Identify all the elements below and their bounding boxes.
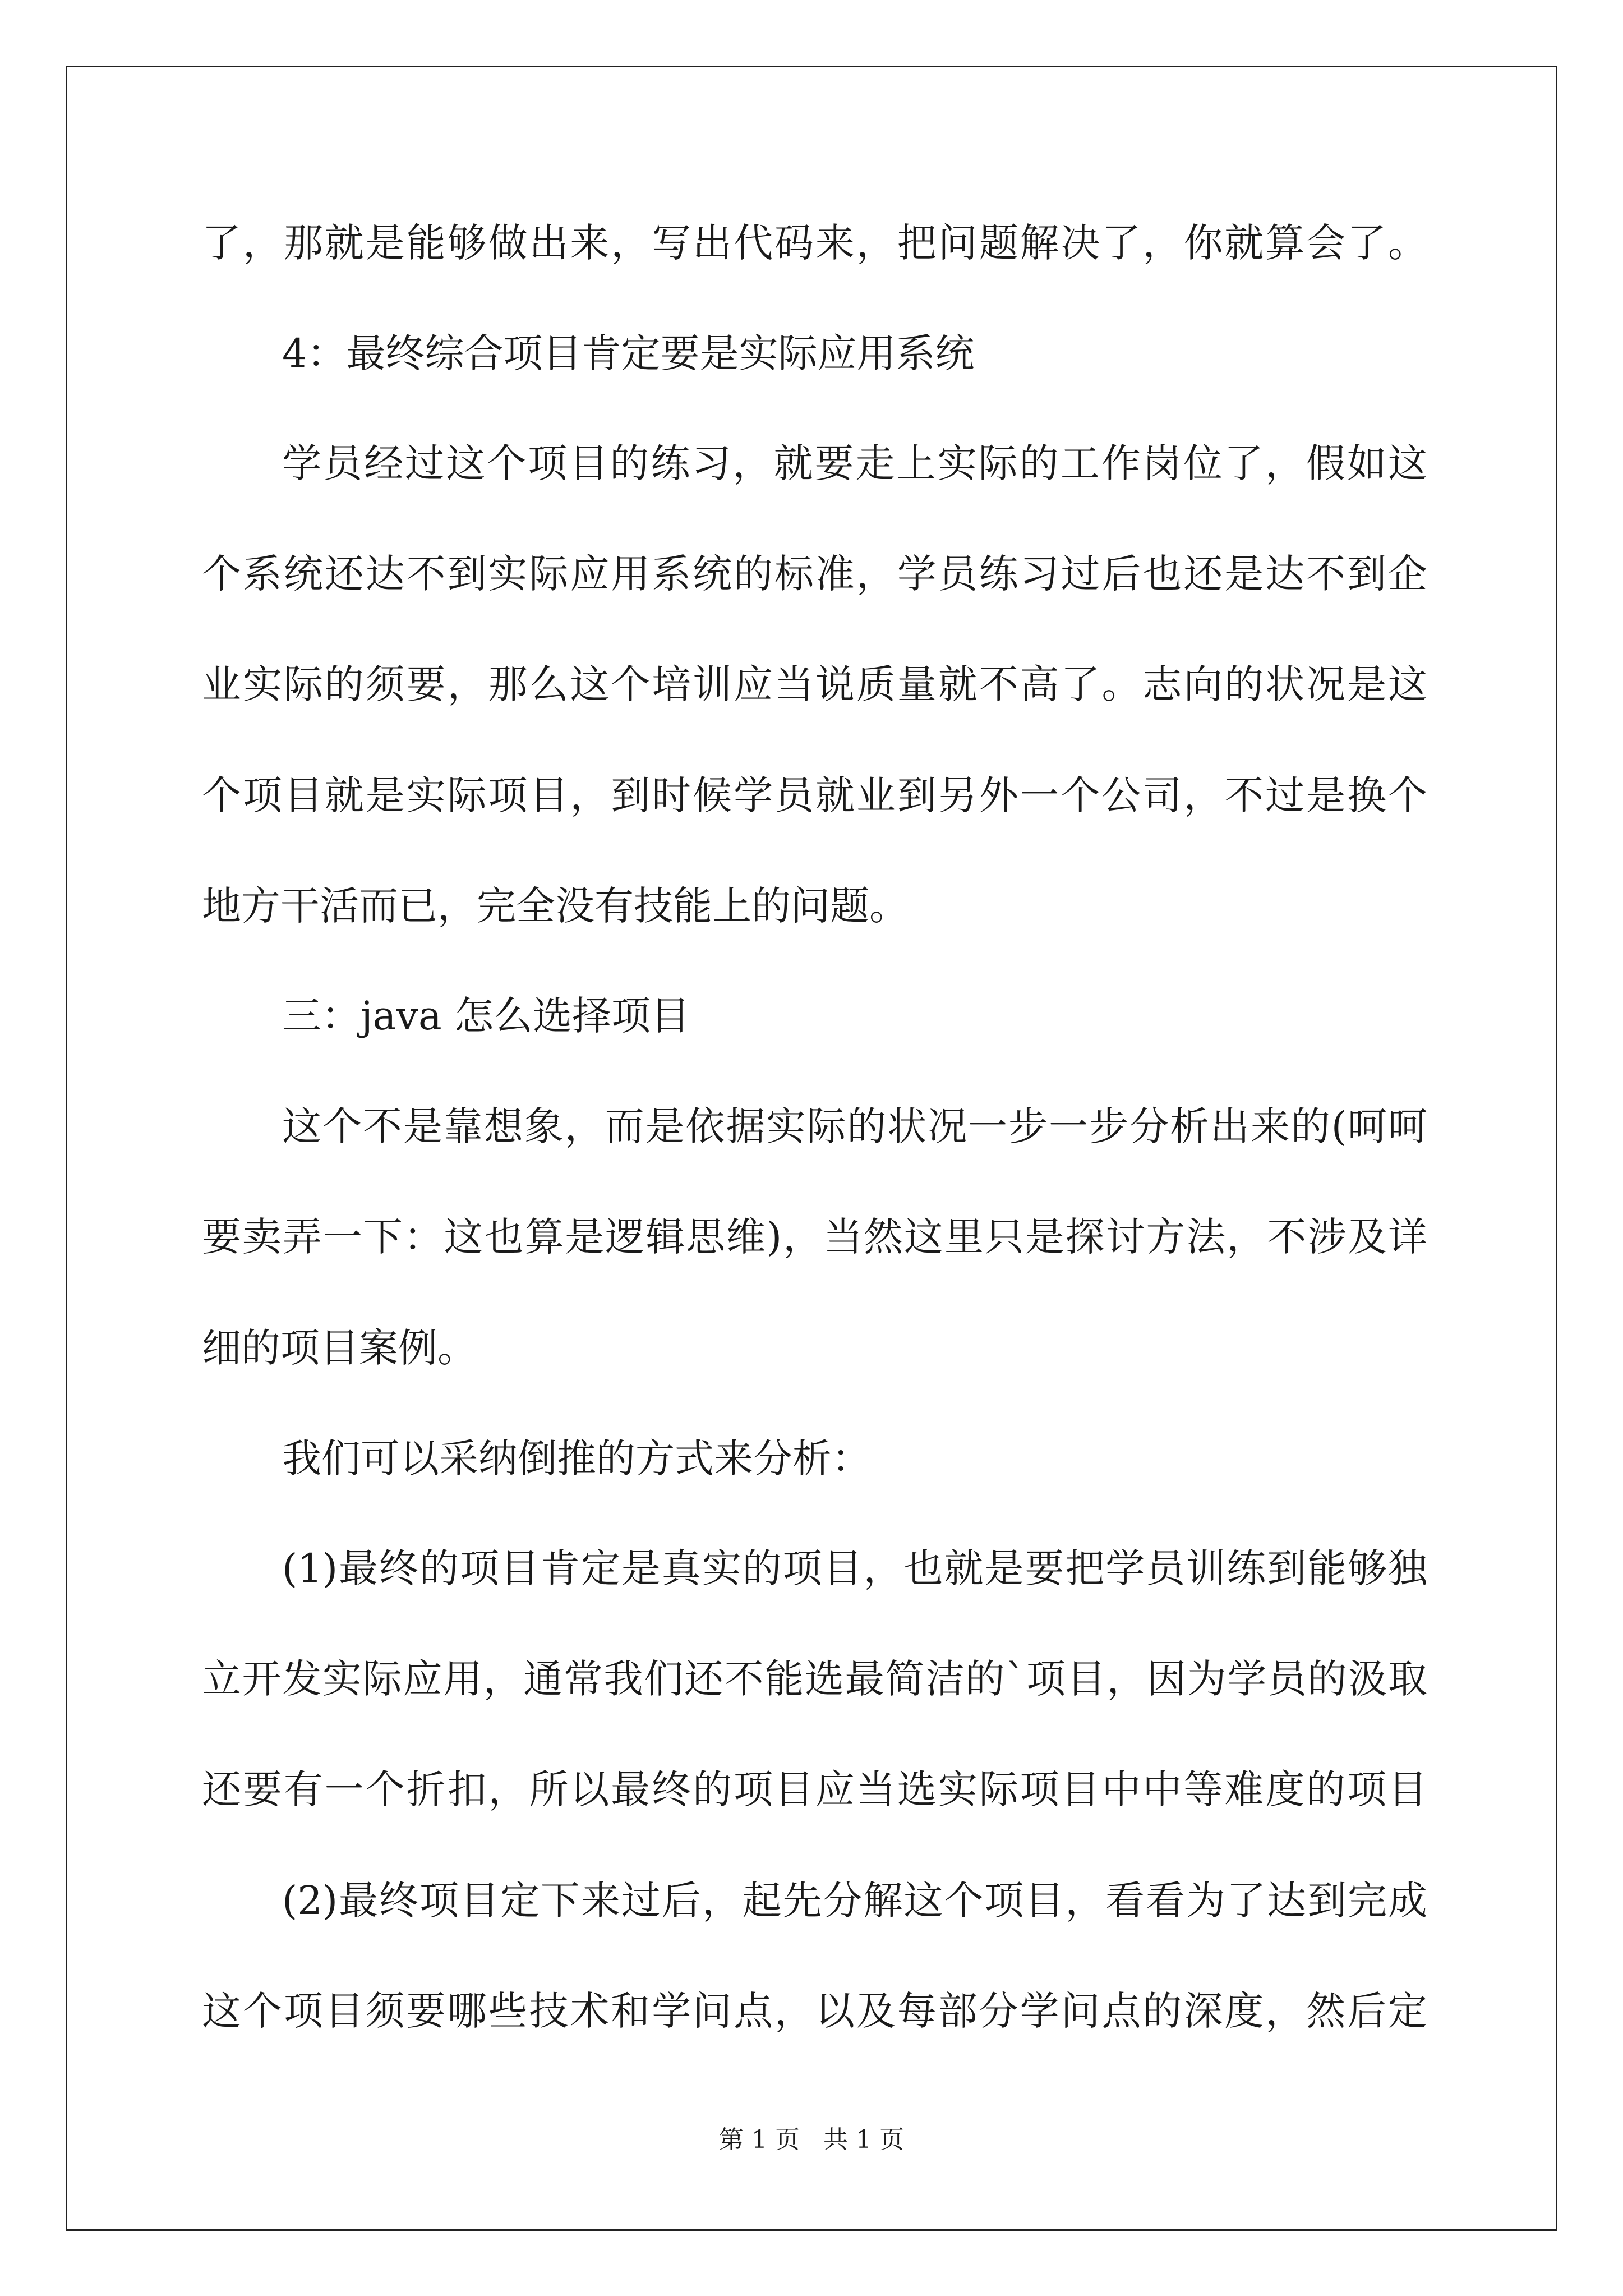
page-number-footer: 第 1 页 共 1 页	[719, 2125, 904, 2154]
text-line: (1)最终的项目肯定是真实的项目，也就是要把学员训练到能够独	[282, 1545, 1427, 1591]
text-line: 还要有一个折扣，所以最终的项目应当选实际项目中中等难度的项目	[202, 1766, 1427, 1812]
text-line: 我们可以采纳倒推的方式来分析：	[282, 1435, 871, 1481]
text-line: 个系统还达不到实际应用系统的标准，学员练习过后也还是达不到企	[202, 551, 1427, 597]
text-line: 这个项目须要哪些技术和学问点，以及每部分学问点的深度，然后定	[202, 1988, 1427, 2034]
text-line: 个项目就是实际项目，到时候学员就业到另外一个公司，不过是换个	[202, 772, 1427, 818]
text-line: 立开发实际应用，通常我们还不能选最简洁的`项目，因为学员的汲取	[202, 1656, 1427, 1702]
text-line: 这个不是靠想象，而是依据实际的状况一步一步分析出来的(呵呵	[282, 1103, 1427, 1149]
text-line: 业实际的须要，那么这个培训应当说质量就不高了。志向的状况是这	[202, 661, 1427, 707]
text-line: 地方干活而已，完全没有技能上的问题。	[202, 883, 909, 929]
text-line: 要卖弄一下：这也算是逻辑思维)，当然这里只是探讨方法，不涉及详	[202, 1214, 1427, 1260]
text-line: (2)最终项目定下来过后，起先分解这个项目，看看为了达到完成	[282, 1878, 1427, 1924]
text-line: 细的项目案例。	[202, 1325, 477, 1371]
text-line: 了，那就是能够做出来，写出代码来，把问题解决了，你就算会了。	[202, 220, 1427, 266]
section-heading: 三：java 怎么选择项目	[282, 993, 690, 1039]
text-line: 学员经过这个项目的练习，就要走上实际的工作岗位了，假如这	[282, 440, 1427, 486]
section-heading: 4：最终综合项目肯定要是实际应用系统	[282, 330, 975, 376]
